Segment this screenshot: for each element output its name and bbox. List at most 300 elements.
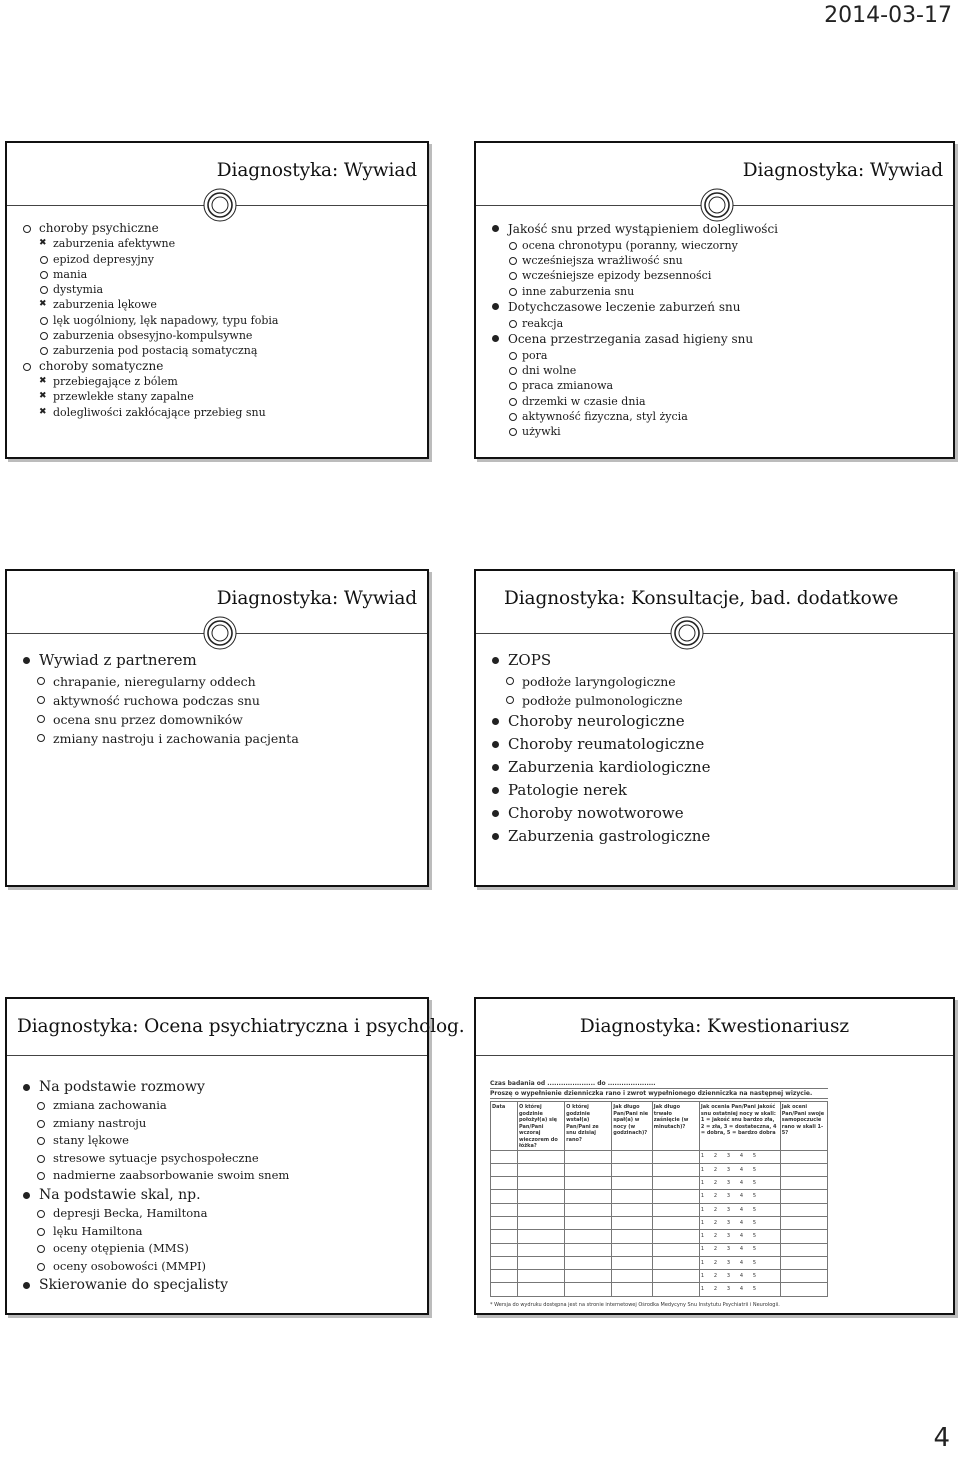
empty-cell — [565, 1283, 612, 1296]
empty-cell — [517, 1203, 564, 1216]
empty-cell — [780, 1163, 827, 1176]
bullet-text: inne zaburzenia snu — [522, 284, 635, 298]
empty-cell — [780, 1243, 827, 1256]
empty-cell — [565, 1203, 612, 1216]
empty-cell — [612, 1177, 652, 1190]
empty-cell — [565, 1270, 612, 1283]
scale-cell — [699, 1190, 780, 1203]
empty-cell — [491, 1283, 518, 1296]
empty-cell — [565, 1190, 612, 1203]
questionnaire-column-header: Jak ocenia Pan/Pani jakość snu ostatniej nocy w skali: 1 = jakość snu bardzo zła, 2 = zła, 3 = dostateczna, 4 = dobra, 5 = bardzo dobra — [699, 1102, 780, 1151]
bullet-text: Na podstawie skal, np. — [39, 1186, 201, 1203]
empty-cell — [491, 1163, 518, 1176]
circle-bullet-icon — [40, 256, 48, 264]
circle-bullet-icon — [40, 271, 48, 279]
circle-bullet-icon — [37, 1137, 45, 1145]
bullet-text: Na podstawie rozmowy — [39, 1079, 205, 1095]
empty-cell — [652, 1190, 699, 1203]
bullet-text: wcześniejsza wrażliwość snu — [522, 254, 683, 268]
empty-cell — [491, 1216, 518, 1229]
scale-cell — [699, 1177, 780, 1190]
slide-title: Diagnostyka: Ocena psychiatryczna i psycholog. — [17, 1016, 465, 1037]
scale-value: 2 — [713, 1193, 718, 1200]
circle-bullet-icon — [509, 382, 517, 390]
slide-header — [476, 999, 953, 1071]
scale-value: 2 — [713, 1259, 718, 1266]
scale-cell — [699, 1163, 780, 1176]
bullet-item-level-0 — [488, 710, 945, 733]
bullet-text: Choroby nowotworowe — [508, 804, 684, 822]
bullet-text: Ocena przestrzegania zasad higieny snu — [508, 332, 754, 347]
scale-cell — [699, 1216, 780, 1229]
scale-value: 3 — [726, 1259, 731, 1266]
bullet-item-level-1 — [488, 672, 945, 691]
bullet-item-level-1 — [19, 1205, 419, 1223]
empty-cell — [612, 1163, 652, 1176]
scale-value: 3 — [726, 1179, 731, 1186]
circle-bullet-icon — [37, 1120, 45, 1128]
bullet-text: choroby psychiczne — [39, 221, 159, 235]
scale-value: 5 — [752, 1219, 757, 1226]
circle-bullet-icon — [40, 317, 48, 325]
scale-value: 1 — [700, 1246, 705, 1253]
bullet-item-level-1 — [19, 359, 419, 374]
scale-value: 5 — [752, 1246, 757, 1253]
empty-cell — [491, 1150, 518, 1163]
circle-bullet-icon — [506, 696, 514, 704]
scale-value: 5 — [752, 1273, 757, 1280]
bullet-item-level-3 — [19, 343, 419, 358]
questionnaire-row — [491, 1150, 828, 1163]
scale-cell — [699, 1256, 780, 1269]
scale-value: 3 — [726, 1246, 731, 1253]
bullet-item-level-1 — [19, 221, 419, 236]
scale-value: 1 — [700, 1286, 705, 1293]
questionnaire-column-header: Jak długo Pan/Pani nie spał(a) w nocy (w godzinach)? — [612, 1102, 652, 1151]
empty-cell — [491, 1230, 518, 1243]
scale-value: 5 — [752, 1153, 757, 1160]
ring-ornament-icon — [700, 188, 734, 222]
x-bullet-icon: ✖ — [39, 238, 47, 249]
bullet-text: Zaburzenia kardiologiczne — [508, 758, 711, 776]
scale-value: 3 — [726, 1206, 731, 1213]
bullet-text: wcześniejsze epizody bezsenności — [522, 269, 712, 283]
bullet-item-level-0 — [488, 649, 945, 672]
empty-cell — [780, 1216, 827, 1229]
bullet-text: przebiegające z bólem — [53, 374, 178, 388]
questionnaire-column-header: O której godzinie wstał(a) Pan/Pani ze snu dzisiaj rano? — [565, 1102, 612, 1151]
scale-value: 1 — [700, 1273, 705, 1280]
questionnaire-period: Czas badania od ..................... do ..................... — [490, 1080, 656, 1087]
bullet-text: dni wolne — [522, 364, 577, 378]
empty-cell — [612, 1283, 652, 1296]
title-rule — [7, 1055, 427, 1056]
bullet-item-level-1 — [488, 238, 945, 253]
bullet-text: reakcja — [522, 316, 564, 330]
empty-cell — [780, 1177, 827, 1190]
scale-value: 1 — [700, 1153, 705, 1160]
empty-cell — [780, 1270, 827, 1283]
empty-cell — [612, 1216, 652, 1229]
x-bullet-icon: ✖ — [39, 406, 47, 417]
scale-value: 5 — [752, 1259, 757, 1266]
scale-value: 4 — [739, 1233, 744, 1240]
slide-wywiad-partner — [5, 569, 429, 887]
scale-cell — [699, 1150, 780, 1163]
slide-title: Diagnostyka: Wywiad — [742, 160, 943, 181]
bullet-text: aktywność fizyczna, styl życia — [522, 409, 688, 423]
questionnaire-row — [491, 1203, 828, 1216]
bullet-text: dystymia — [53, 283, 104, 297]
questionnaire-row — [491, 1163, 828, 1176]
scale-value: 2 — [713, 1233, 718, 1240]
bullet-text: drzemki w czasie dnia — [522, 394, 646, 408]
bullet-item-level-2 — [19, 389, 419, 404]
circle-bullet-icon — [40, 332, 48, 340]
slide-title: Diagnostyka: Wywiad — [216, 160, 417, 181]
empty-cell — [565, 1243, 612, 1256]
empty-cell — [652, 1243, 699, 1256]
bullet-text: lęku Hamiltona — [53, 1223, 143, 1238]
bullet-text: zmiany nastroju i zachowania pacjenta — [53, 731, 299, 746]
bullet-item-level-1 — [19, 1132, 419, 1150]
empty-cell — [491, 1256, 518, 1269]
scale-value: 1 — [700, 1233, 705, 1240]
empty-cell — [565, 1177, 612, 1190]
ring-ornament-icon — [203, 188, 237, 222]
circle-bullet-icon — [509, 413, 517, 421]
bullet-text: Dotychczasowe leczenie zaburzeń snu — [508, 299, 741, 314]
circle-bullet-icon — [509, 288, 517, 296]
circle-bullet-icon — [37, 1228, 45, 1236]
x-bullet-icon: ✖ — [39, 375, 47, 386]
circle-bullet-icon — [37, 1210, 45, 1218]
document-date: 2014-03-17 — [824, 3, 952, 28]
circle-bullet-icon — [37, 1263, 45, 1271]
bullet-item-level-1 — [488, 253, 945, 268]
bullet-text: pora — [522, 349, 548, 363]
empty-cell — [517, 1150, 564, 1163]
empty-cell — [612, 1243, 652, 1256]
empty-cell — [652, 1177, 699, 1190]
scale-value: 4 — [739, 1246, 744, 1253]
scale-value: 3 — [726, 1286, 731, 1293]
empty-cell — [517, 1163, 564, 1176]
scale-value: 3 — [726, 1166, 731, 1173]
empty-cell — [517, 1177, 564, 1190]
slide-body — [19, 221, 419, 420]
scale-cell — [699, 1270, 780, 1283]
empty-cell — [565, 1256, 612, 1269]
bullet-item-level-1 — [488, 268, 945, 283]
empty-cell — [491, 1190, 518, 1203]
empty-cell — [491, 1270, 518, 1283]
bullet-text: Wywiad z partnerem — [39, 651, 197, 669]
bullet-item-level-3 — [19, 252, 419, 267]
page-number: 4 — [933, 1423, 950, 1453]
scale-value: 4 — [739, 1206, 744, 1213]
ring-ornament-icon — [203, 616, 237, 650]
bullet-text: zaburzenia pod postacią somatyczną — [53, 344, 258, 358]
bullet-item-level-2 — [19, 236, 419, 251]
scale-value: 5 — [752, 1286, 757, 1293]
empty-cell — [517, 1216, 564, 1229]
dot-bullet-icon — [23, 657, 30, 664]
circle-bullet-icon — [509, 428, 517, 436]
bullet-item-level-0 — [488, 299, 945, 316]
scale-value: 4 — [739, 1193, 744, 1200]
empty-cell — [517, 1270, 564, 1283]
empty-cell — [652, 1256, 699, 1269]
bullet-text: stany lękowe — [53, 1133, 129, 1148]
empty-cell — [565, 1230, 612, 1243]
bullet-item-level-1 — [19, 1240, 419, 1258]
scale-value: 3 — [726, 1153, 731, 1160]
bullet-item-level-1 — [488, 284, 945, 299]
slide-header — [7, 999, 465, 1071]
scale-value: 5 — [752, 1193, 757, 1200]
circle-bullet-icon — [37, 696, 45, 704]
scale-value: 4 — [739, 1166, 744, 1173]
empty-cell — [612, 1270, 652, 1283]
scale-value: 2 — [713, 1286, 718, 1293]
empty-cell — [780, 1256, 827, 1269]
empty-cell — [780, 1150, 827, 1163]
ring-ornament-icon — [670, 616, 704, 650]
scale-value: 3 — [726, 1193, 731, 1200]
scale-cell — [699, 1283, 780, 1296]
empty-cell — [780, 1190, 827, 1203]
circle-bullet-icon — [37, 734, 45, 742]
bullet-text: praca zmianowa — [522, 379, 614, 393]
questionnaire-row — [491, 1256, 828, 1269]
questionnaire-header-row — [491, 1102, 828, 1151]
empty-cell — [491, 1203, 518, 1216]
empty-cell — [517, 1283, 564, 1296]
circle-bullet-icon — [509, 242, 517, 250]
bullet-text: podłoże pulmonologiczne — [522, 693, 683, 708]
dot-bullet-icon — [23, 1084, 30, 1091]
scale-value: 2 — [713, 1179, 718, 1186]
empty-cell — [565, 1216, 612, 1229]
bullet-text: oceny osobowości (MMPI) — [53, 1258, 207, 1273]
scale-value: 3 — [726, 1219, 731, 1226]
empty-cell — [612, 1230, 652, 1243]
scale-value: 1 — [700, 1259, 705, 1266]
empty-cell — [652, 1150, 699, 1163]
empty-cell — [491, 1243, 518, 1256]
scale-value: 2 — [713, 1246, 718, 1253]
circle-bullet-icon — [37, 1245, 45, 1253]
scale-value: 1 — [700, 1206, 705, 1213]
bullet-text: nadmierne zaabsorbowanie swoim snem — [53, 1168, 290, 1183]
empty-cell — [517, 1243, 564, 1256]
dot-bullet-icon — [492, 657, 499, 664]
scale-value: 5 — [752, 1206, 757, 1213]
empty-cell — [517, 1190, 564, 1203]
scale-value: 1 — [700, 1219, 705, 1226]
bullet-item-level-1 — [488, 409, 945, 424]
questionnaire-footnote: * Wersja do wydruku dostępna jest na stronie internetowej Ośrodka Medycyny Snu Instytutu Psychiatrii i Neurologii. — [490, 1301, 780, 1308]
scale-value: 1 — [700, 1193, 705, 1200]
empty-cell — [612, 1256, 652, 1269]
scale-value: 5 — [752, 1166, 757, 1173]
scale-value: 4 — [739, 1259, 744, 1266]
bullet-item-level-1 — [19, 1097, 419, 1115]
bullet-text: chrapanie, nieregularny oddech — [53, 674, 256, 689]
bullet-item-level-1 — [19, 1167, 419, 1185]
scale-value: 3 — [726, 1273, 731, 1280]
circle-bullet-icon — [37, 1155, 45, 1163]
circle-bullet-icon — [40, 347, 48, 355]
scale-cell — [699, 1243, 780, 1256]
empty-cell — [612, 1190, 652, 1203]
bullet-item-level-2 — [19, 405, 419, 420]
bullet-text: zmiana zachowania — [53, 1098, 167, 1112]
questionnaire-column-header: O której godzinie położył(a) się Pan/Pani wczoraj wieczorem do łóżka? — [517, 1102, 564, 1151]
slide-header — [7, 143, 427, 215]
bullet-text: aktywność ruchowa podczas snu — [53, 693, 260, 708]
bullet-item-level-0 — [488, 331, 945, 348]
bullet-text: epizod depresyjny — [53, 252, 154, 266]
scale-value: 5 — [752, 1179, 757, 1186]
bullet-item-level-0 — [488, 221, 945, 238]
bullet-item-level-3 — [19, 328, 419, 343]
bullet-text: Zaburzenia gastrologiczne — [508, 827, 711, 845]
empty-cell — [780, 1230, 827, 1243]
title-rule — [476, 633, 953, 634]
bullet-item-level-0 — [19, 1077, 419, 1097]
dot-bullet-icon — [492, 225, 499, 232]
bullet-item-level-1 — [488, 394, 945, 409]
slide-wywiad-choroby — [5, 141, 429, 459]
scale-value: 2 — [713, 1166, 718, 1173]
bullet-item-level-1 — [488, 316, 945, 331]
dot-bullet-icon — [492, 303, 499, 310]
x-bullet-icon: ✖ — [39, 299, 47, 310]
bullet-item-level-1 — [19, 1150, 419, 1168]
bullet-text: lęk uogólniony, lęk napadowy, typu fobia — [53, 313, 279, 327]
questionnaire-row — [491, 1283, 828, 1296]
bullet-item-level-1 — [19, 729, 419, 748]
scale-cell — [699, 1230, 780, 1243]
questionnaire-column-header: Data — [491, 1102, 518, 1151]
questionnaire-row — [491, 1216, 828, 1229]
bullet-item-level-2 — [19, 374, 419, 389]
scale-value: 2 — [713, 1273, 718, 1280]
dot-bullet-icon — [23, 1192, 30, 1199]
circle-bullet-icon — [509, 257, 517, 265]
bullet-item-level-0 — [19, 1275, 419, 1295]
empty-cell — [780, 1203, 827, 1216]
dot-bullet-icon — [492, 764, 499, 771]
slide-wywiad-jakosc-snu — [474, 141, 955, 459]
bullet-text: Choroby neurologiczne — [508, 712, 685, 730]
scale-value: 4 — [739, 1219, 744, 1226]
scale-value: 1 — [700, 1179, 705, 1186]
bullet-text: zaburzenia afektywne — [53, 237, 176, 251]
circle-bullet-icon — [23, 363, 31, 371]
scale-value: 4 — [739, 1286, 744, 1293]
bullet-text: choroby somatyczne — [39, 358, 164, 373]
slide-body — [488, 221, 945, 439]
empty-cell — [517, 1230, 564, 1243]
bullet-text: używki — [522, 425, 561, 439]
bullet-item-level-1 — [19, 691, 419, 710]
bullet-text: depresji Becka, Hamiltona — [53, 1205, 208, 1220]
bullet-item-level-3 — [19, 267, 419, 282]
bullet-item-level-0 — [488, 802, 945, 825]
circle-bullet-icon — [40, 286, 48, 294]
questionnaire-row — [491, 1270, 828, 1283]
circle-bullet-icon — [37, 1102, 45, 1110]
questionnaire-row — [491, 1177, 828, 1190]
empty-cell — [565, 1163, 612, 1176]
questionnaire-instruction: Proszę o wypełnienie dzienniczka rano i zwrot wypełnionego dzienniczka na następnej wizycie. — [490, 1088, 828, 1099]
dot-bullet-icon — [492, 718, 499, 725]
dot-bullet-icon — [492, 810, 499, 817]
empty-cell — [652, 1203, 699, 1216]
bullet-item-level-1 — [488, 348, 945, 363]
bullet-item-level-2 — [19, 297, 419, 312]
empty-cell — [612, 1150, 652, 1163]
bullet-item-level-1 — [488, 424, 945, 439]
empty-cell — [652, 1216, 699, 1229]
scale-value: 2 — [713, 1153, 718, 1160]
dot-bullet-icon — [23, 1282, 30, 1289]
questionnaire-table — [490, 1101, 828, 1297]
bullet-text: zaburzenia obsesyjno-kompulsywne — [53, 329, 253, 343]
slide-body — [19, 1077, 419, 1295]
bullet-text: oceny otępienia (MMS) — [53, 1241, 189, 1256]
scale-cell — [699, 1203, 780, 1216]
bullet-text: ocena snu przez domowników — [53, 712, 243, 727]
bullet-text: ocena chronotypu (poranny, wieczorny — [522, 239, 738, 252]
questionnaire-column-header: Jak długo trwało zaśnięcie (w minutach)? — [652, 1102, 699, 1151]
bullet-text: przewlekłe stany zapalne — [53, 390, 194, 404]
bullet-item-level-1 — [19, 710, 419, 729]
dot-bullet-icon — [492, 833, 499, 840]
bullet-item-level-0 — [488, 733, 945, 756]
bullet-text: Jakość snu przed wystąpieniem dolegliwości — [508, 222, 779, 236]
bullet-item-level-1 — [488, 691, 945, 710]
questionnaire-row — [491, 1190, 828, 1203]
bullet-item-level-1 — [19, 1115, 419, 1133]
scale-value: 2 — [713, 1206, 718, 1213]
dot-bullet-icon — [492, 741, 499, 748]
empty-cell — [565, 1150, 612, 1163]
slide-body — [488, 649, 945, 848]
questionnaire-row — [491, 1230, 828, 1243]
circle-bullet-icon — [509, 398, 517, 406]
bullet-item-level-1 — [19, 1223, 419, 1241]
bullet-item-level-0 — [488, 779, 945, 802]
bullet-item-level-0 — [19, 1185, 419, 1205]
questionnaire-row — [491, 1243, 828, 1256]
bullet-item-level-0 — [19, 649, 419, 672]
bullet-text: podłoże laryngologiczne — [522, 674, 676, 689]
bullet-item-level-0 — [488, 825, 945, 848]
empty-cell — [612, 1203, 652, 1216]
slide-title: Diagnostyka: Konsultacje, bad. dodatkowe — [504, 588, 899, 609]
slide-title: Diagnostyka: Kwestionariusz — [579, 1016, 850, 1037]
scale-value: 3 — [726, 1233, 731, 1240]
bullet-text: Skierowanie do specjalisty — [39, 1277, 228, 1294]
bullet-text: Patologie nerek — [508, 781, 627, 799]
questionnaire-image — [490, 1079, 828, 1308]
bullet-text: Choroby reumatologiczne — [508, 735, 705, 753]
empty-cell — [780, 1283, 827, 1296]
